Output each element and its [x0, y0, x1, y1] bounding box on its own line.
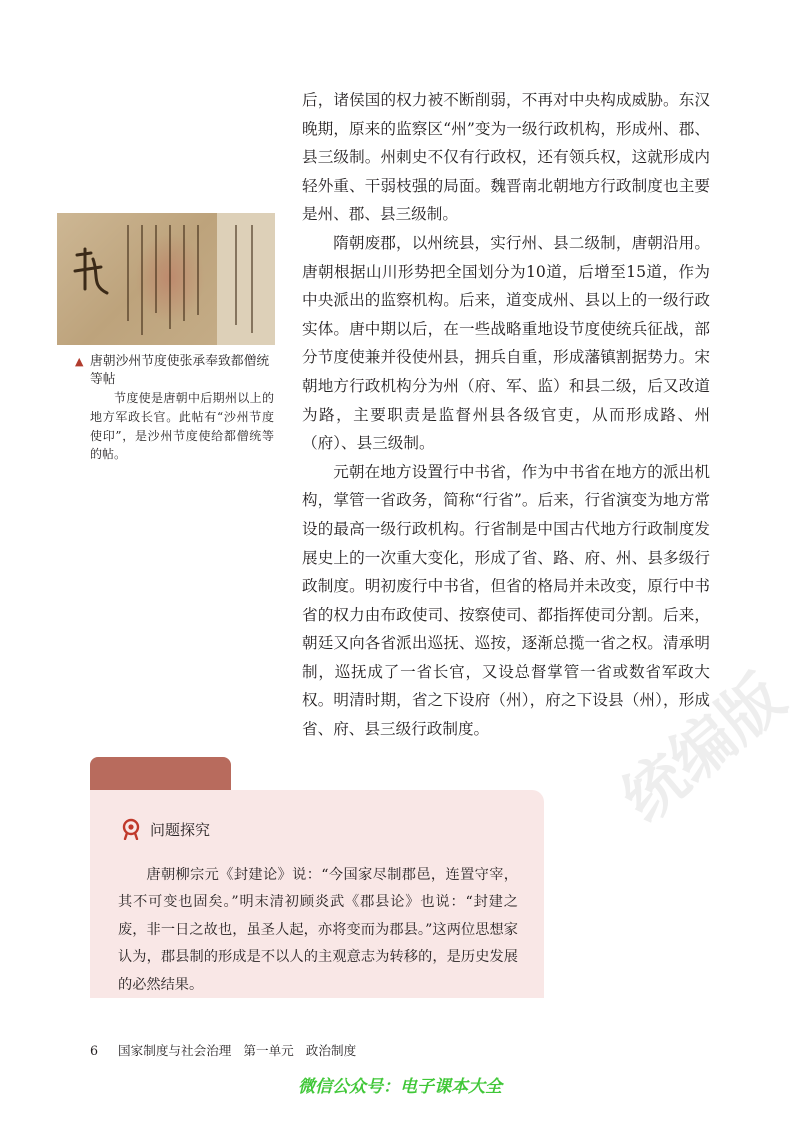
inquiry-text [118, 862, 518, 999]
figure-description: 节度使是唐朝中后期州以上的地方军政长官。此帖有“沙州节度使印”，是沙州节度使给都僧统等的帖。 [90, 391, 274, 462]
watermark: 统编版 [608, 660, 798, 836]
inquiry-paragraph: 唐朝柳宗元《封建论》说：“今国家尽制郡邑，连置守宰，其不可变也固矣。”明末清初顾炎武《郡县论》也说：“封建之废，非一日之故也，虽圣人起，亦将变而为郡县。”这两位思想家认为，郡县制的形成是不以人的主观意志为转移的，是历史发展的必然结果。 [118, 867, 518, 993]
paragraph-2: 隋朝废郡，以州统县，实行州、县二级制，唐朝沿用。唐朝根据山川形势把全国划分为10道，后增至15道，作为中央派出的监察机构。后来，道变成州、县以上的一级行政实体。唐中期以后，在一些战略重地设节度使统兵征战，部分节度使兼并役使州县，拥兵自重，形成藩镇割据势力。宋朝地方行政机构分为州（府、军、监）和县二级，后又改道为路，主要职责是监督州县各级官吏，从而形成路、州（府）、县三级制。 [302, 233, 710, 453]
triangle-marker-icon: ▲ [75, 355, 84, 368]
footer-book: 国家制度与社会治理 [118, 1043, 232, 1058]
footer-chapter: 政治制度 [305, 1043, 357, 1058]
paragraph-1: 后，诸侯国的权力被不断削弱，不再对中央构成威胁。东汉晚期，原来的监察区“州”变为一级行政机构，形成州、郡、县三级制。州刺史不仅有行政权，还有领兵权，这就形成内轻外重、干弱枝强的局面。魏晋南北朝地方行政制度也主要是州、郡、县三级制。 [302, 91, 710, 224]
inquiry-tab [90, 757, 231, 791]
figure-caption-title [75, 353, 280, 389]
credit-banner: 微信公众号：电子课本大全 [298, 1077, 502, 1097]
inquiry-title: 问题探究 [150, 821, 211, 839]
page-number: 6 [90, 1043, 99, 1058]
page-footer [90, 1040, 356, 1059]
figure-title: 唐朝沙州节度使张承奉致都僧统等帖 [90, 354, 270, 387]
inquiry-icon [120, 818, 142, 840]
paragraph-3: 元朝在地方设置行中书省，作为中书省在地方的派出机构，掌管一省政务，简称“行省”。后来，行省演变为地方常设的最高一级行政机构。行省制是中国古代地方行政制度发展史上的一次重大变化，形成了省、路、府、州、县多级行政制度。明初废行中书省，但省的格局并未改变，原行中书省的权力由布政使司、按察使司、都指挥使司分割。后来，朝廷又向各省派出巡抚、巡按，逐渐总揽一省之权。清承明制，巡抚成了一省长官，又设总督掌管一省或数省军政大权。明清时期，省之下设府（州），府之下设县（州），形成省、府、县三级行政制度。 [302, 462, 710, 739]
footer-unit: 第一单元 [243, 1043, 294, 1058]
historical-document-image [57, 213, 275, 345]
calligraphy-glyph [71, 245, 113, 297]
main-text [302, 86, 710, 744]
